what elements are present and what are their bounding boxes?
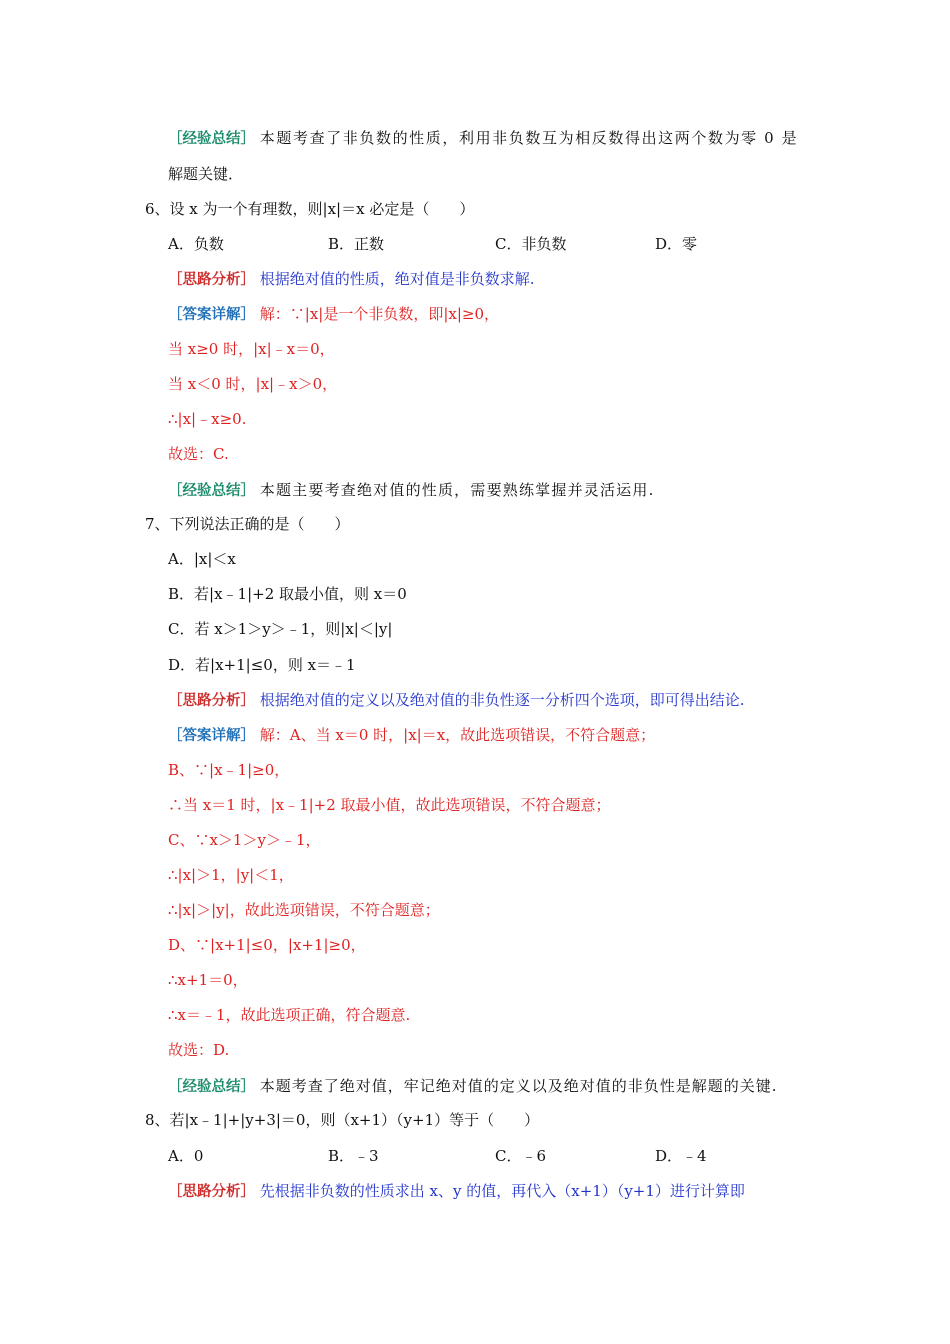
answer-line: ∴|x|＞1，|y|＜1，	[168, 866, 294, 884]
answer-line: 故选：C.	[168, 445, 229, 463]
option-a: A．|x|＜x	[168, 550, 236, 568]
option-d: D．若|x+1|≤0，则 x＝﹣1	[168, 656, 356, 674]
answer-text: 解：∵|x|是一个非负数，即|x|≥0，	[259, 305, 500, 323]
answer-tag: ［答案详解］	[168, 728, 255, 744]
answer-text: 解：A、当 x＝0 时，|x|＝x，故此选项错误，不符合题意；	[259, 726, 656, 744]
summary-tag: ［经验总结］	[168, 1079, 255, 1095]
answer-line: 当 x≥0 时，|x|﹣x＝0，	[168, 340, 335, 358]
option-b: B．﹣3	[328, 1147, 379, 1165]
answer-line	[168, 725, 655, 746]
option-b: B．若|x﹣1|+2 取最小值，则 x＝0	[168, 585, 407, 603]
option-b: B．正数	[328, 235, 385, 253]
analysis-line	[168, 690, 745, 711]
answer-line: ∴x＝﹣1，故此选项正确，符合题意.	[168, 1006, 411, 1024]
question-7-stem: 7、下列说法正确的是（ ）	[145, 515, 350, 533]
question-8-stem: 8、若|x﹣1|+|y+3|＝0，则（x+1）（y+1）等于（ ）	[145, 1111, 540, 1129]
summary-line-2: 解题关键．	[168, 165, 244, 183]
analysis-text: 先根据非负数的性质求出 x、y 的值，再代入（x+1）（y+1）进行计算即	[259, 1182, 745, 1200]
analysis-text: 根据绝对值的定义以及绝对值的非负性逐一分析四个选项，即可得出结论.	[259, 691, 745, 709]
option-c: C．非负数	[495, 235, 567, 253]
answer-line: ∴|x|﹣x≥0.	[168, 410, 247, 428]
option-a: A．负数	[168, 235, 224, 253]
option-d: D．﹣4	[655, 1147, 707, 1165]
answer-line	[168, 304, 499, 325]
summary-tag: ［经验总结］	[168, 483, 255, 499]
option-c: C．若 x＞1＞y＞﹣1，则|x|＜|y|	[168, 620, 393, 638]
summary-tag: ［经验总结］	[168, 131, 255, 147]
answer-line: D、∵|x+1|≤0，|x+1|≥0，	[168, 936, 366, 954]
answer-line: B、∵|x﹣1|≥0，	[168, 761, 290, 779]
analysis-tag: ［思路分析］	[168, 272, 255, 288]
option-c: C．﹣6	[495, 1147, 547, 1165]
summary-text: 本题主要考查绝对值的性质，需要熟练掌握并灵活运用.	[259, 481, 655, 499]
answer-line: C、∵x＞1＞y＞﹣1，	[168, 831, 321, 849]
summary-text: 本题考查了非负数的性质，利用非负数互为相反数得出这两个数为零 0 是	[259, 129, 799, 147]
answer-line: ∴|x|＞|y|，故此选项错误，不符合题意；	[168, 901, 440, 919]
summary-line	[168, 1076, 778, 1097]
analysis-line	[168, 1181, 745, 1202]
answer-line: ∴当 x＝1 时，|x﹣1|+2 取最小值，故此选项错误，不符合题意；	[168, 796, 611, 814]
answer-line: ∴x+1＝0，	[168, 971, 248, 989]
summary-line	[168, 480, 655, 501]
summary-text: 本题考查了绝对值，牢记绝对值的定义以及绝对值的非负性是解题的关键.	[259, 1077, 778, 1095]
analysis-line	[168, 269, 535, 290]
answer-tag: ［答案详解］	[168, 307, 255, 323]
option-d: D．零	[655, 235, 698, 253]
analysis-tag: ［思路分析］	[168, 693, 255, 709]
answer-line: 当 x＜0 时，|x|﹣x＞0，	[168, 375, 338, 393]
summary-line	[168, 128, 798, 149]
analysis-text: 根据绝对值的性质，绝对值是非负数求解.	[259, 270, 535, 288]
question-6-stem: 6、设 x 为一个有理数，则|x|＝x 必定是（ ）	[145, 200, 475, 218]
analysis-tag: ［思路分析］	[168, 1184, 255, 1200]
answer-line: 故选：D.	[168, 1041, 230, 1059]
option-a: A．0	[168, 1147, 204, 1165]
